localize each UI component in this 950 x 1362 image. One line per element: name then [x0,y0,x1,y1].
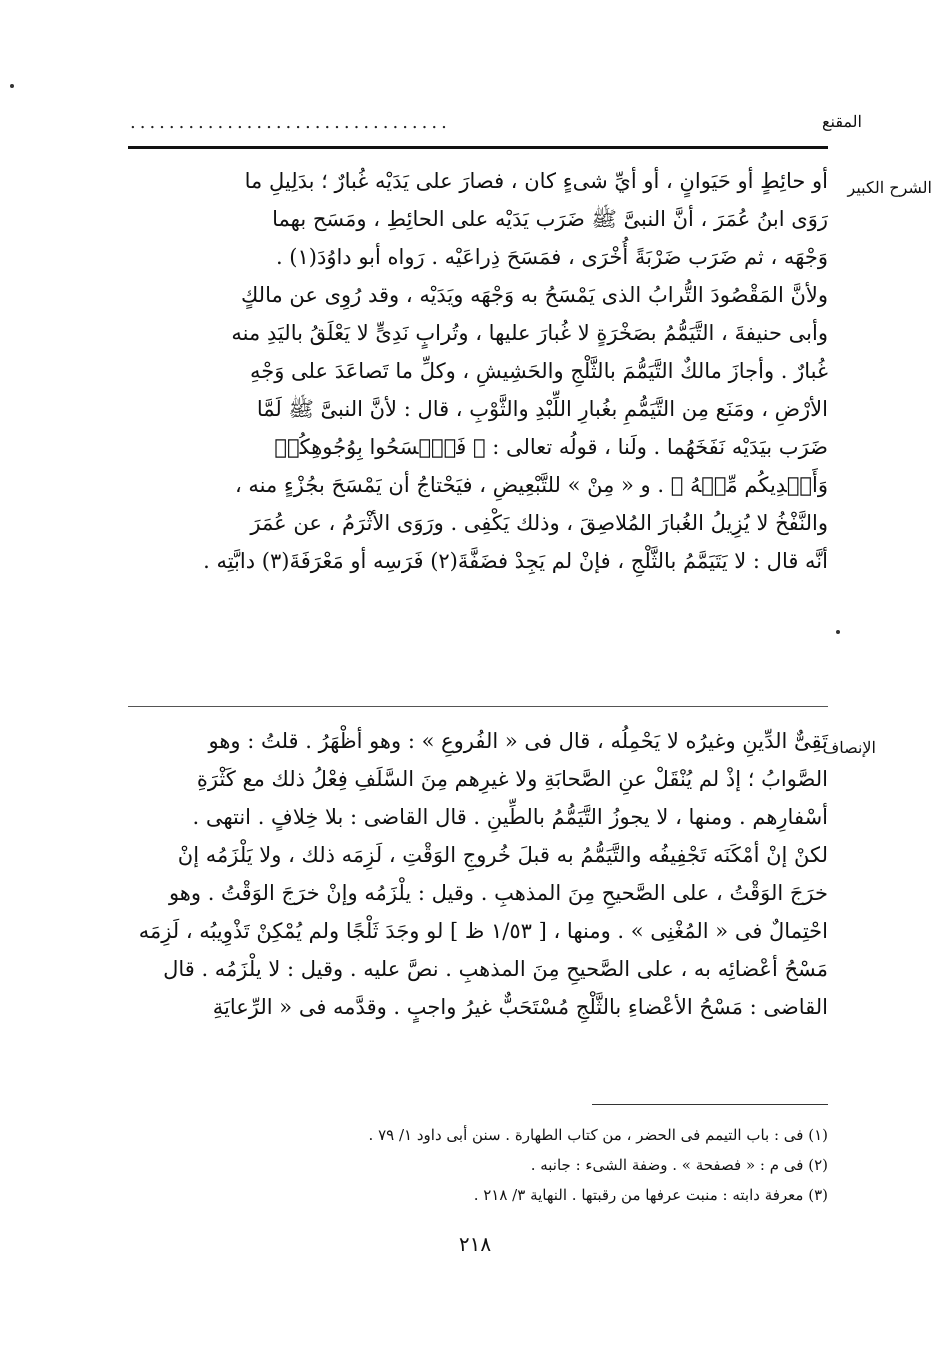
text-line: أو حائِطٍ أو حَيَوانٍ ، أو أيِّ شىءٍ كان ، فصارَ على يَدَيْه غُبارٌ ؛ بدَلِيلِ ما [244,169,828,193]
section-divider [128,706,828,707]
text-line: والنَّفْخُ لا يُزِيلُ الغُبارَ المُلاصِقَ ، وذلك يَكْفِى . ورَوَى الأثْرَمُ ، عن عُمَرَ [250,511,828,535]
running-header-title: المقنع [821,112,862,131]
insaf-text-block [128,722,828,1026]
header-rule [128,146,828,149]
text-line: أنَّه قال : لا يَتَيَمَّمُ بالثَّلْجِ ، فإنْ لم يَجِدْ فضَفَّةَ(٢) فَرَسِه أو مَعْرَفَةَ(٣) دابَّتِه . [203,549,828,573]
text-line: القاضى : مَسْحُ الأعْضاءِ بالثَّلْجِ مُسْتَحَبٌّ غيرُ واجبٍ . وقدَّمه فى « الرِّعايَةِ [212,995,828,1019]
footnote-rule [592,1104,828,1105]
text-line: لكنْ إنْ أمْكَنَه تَجْفِيفُه والتَّيَمُّمُ به قبلَ خُروجِ الوَقْتِ ، لَزِمَه ذلك ، ولا يَلْزَمُه إنْ [177,843,828,867]
text-line: تَقِىٌّ الدِّينِ وغيرُه لا يَحْمِلُه ، قال فى « الفُروعِ » : وهو أظْهَرُ . قلتُ : وهو [208,729,828,753]
text-line: احْتِمالٌ فى « المُغْنِى » . ومنها ، [ ١/٥٣ ظ ] لو وجَدَ ثَلْجًا ولم يُمْكِنْ تَذْوِيبُه ، لَزِمَه [138,919,828,943]
text-line: غُبارٌ . وأجازَ مالكٌ التَّيَمُّمَ بالثَّلْجِ والحَشِيشِ ، وكلِّ ما تَصاعَدَ على وَجْهِ [249,359,828,383]
section-label-insaf: الإنصاف [822,738,876,757]
text-line: أسْفارِهم . ومنها ، لا يجوزُ التَّيَمُّمُ بالطِّينِ . قال القاضى : بلا خِلافٍ . انتهى . [192,805,828,829]
header-dotted-leader: ................................. [130,112,451,133]
text-line: رَوَى ابنُ عُمَرَ ، أنَّ النبىَّ ﷺ ضَرَب يَدَيْه على الحائِطِ ، ومَسَح بهما [272,207,828,231]
text-line: وأبى حنيفةَ ، التَّيَمُّمُ بصَخْرَةٍ لا غُبارَ عليها ، وتُرابٍ نَدِىٍّ لا يَعْلَقُ باليَدِ منه [231,321,828,345]
text-line: ضَرَب بيَدَيْه نَفَخَهُما . ولَنا ، قولُه تعالى : ﴿ فَٱمۡسَحُوا بِوُجُوهِكُمۡ [274,435,828,459]
footnote: (١) فى : باب التيمم فى الحضر ، من كتاب الطهارة . سنن أبى داود ١/ ٧٩ . [368,1126,828,1144]
text-line: خرَجَ الوَقْتُ ، على الصَّحيحِ مِنَ المذهبِ . وقيل : يلْزَمُه وإنْ خرَجَ الوَقْتُ . وهو [168,881,828,905]
page-number: ٢١٨ [458,1232,492,1256]
footnotes [128,1120,828,1210]
stray-mark [10,84,14,88]
footnote: (٢) فى م : « فصفحة » . وضفة الشىء : جانبه . [530,1156,828,1174]
text-line: مَسْحُ أعْضائِه به ، على الصَّحيحِ مِنَ المذهبِ . نصَّ عليه . وقيل : لا يلْزَمُه . قال [163,957,828,981]
text-line: الصَّوابُ ؛ إذْ لم يُنْقَلْ عنِ الصَّحابَةِ ولا غيرِهم مِنَ السَّلَفِ فِعْلُ ذلك مع كَثْرَةِ [196,767,828,791]
footnote: (٣) معرفة دابته : منبت عرفها من رقبتها . النهاية ٣/ ٢١٨ . [473,1186,828,1204]
text-line: وَجْهَه ، ثم ضَرَب ضَرْبَةً أُخْرَى ، فمَسَحَ ذِراعَيْه . رَواه أبو داوُدَ(١) . [275,245,828,269]
stray-mark [836,630,840,634]
sharh-text-block [128,162,828,580]
text-line: الأرْضِ ، ومَنَع مِن التَّيَمُّمِ بغُبارِ اللِّبْدِ والثَّوْبِ ، قال : لأنَّ النبىَّ ﷺ لَمَّا [256,397,828,421]
text-line: ولأنَّ المَقْصُودَ التُّرابُ الذى يَمْسَحُ به وَجْهَه ويَدَيْه ، وقد رُوِى عن مالكٍ [240,283,828,307]
section-label-sharh: الشرح الكبير [847,178,932,197]
text-line: وَأَيۡدِيكُم مِّنۡهُ ﴾ . و « مِنْ » للتَّبْعِيضِ ، فيَحْتاجُ أن يَمْسَحَ بجُزْءٍ منه ، [234,473,828,497]
